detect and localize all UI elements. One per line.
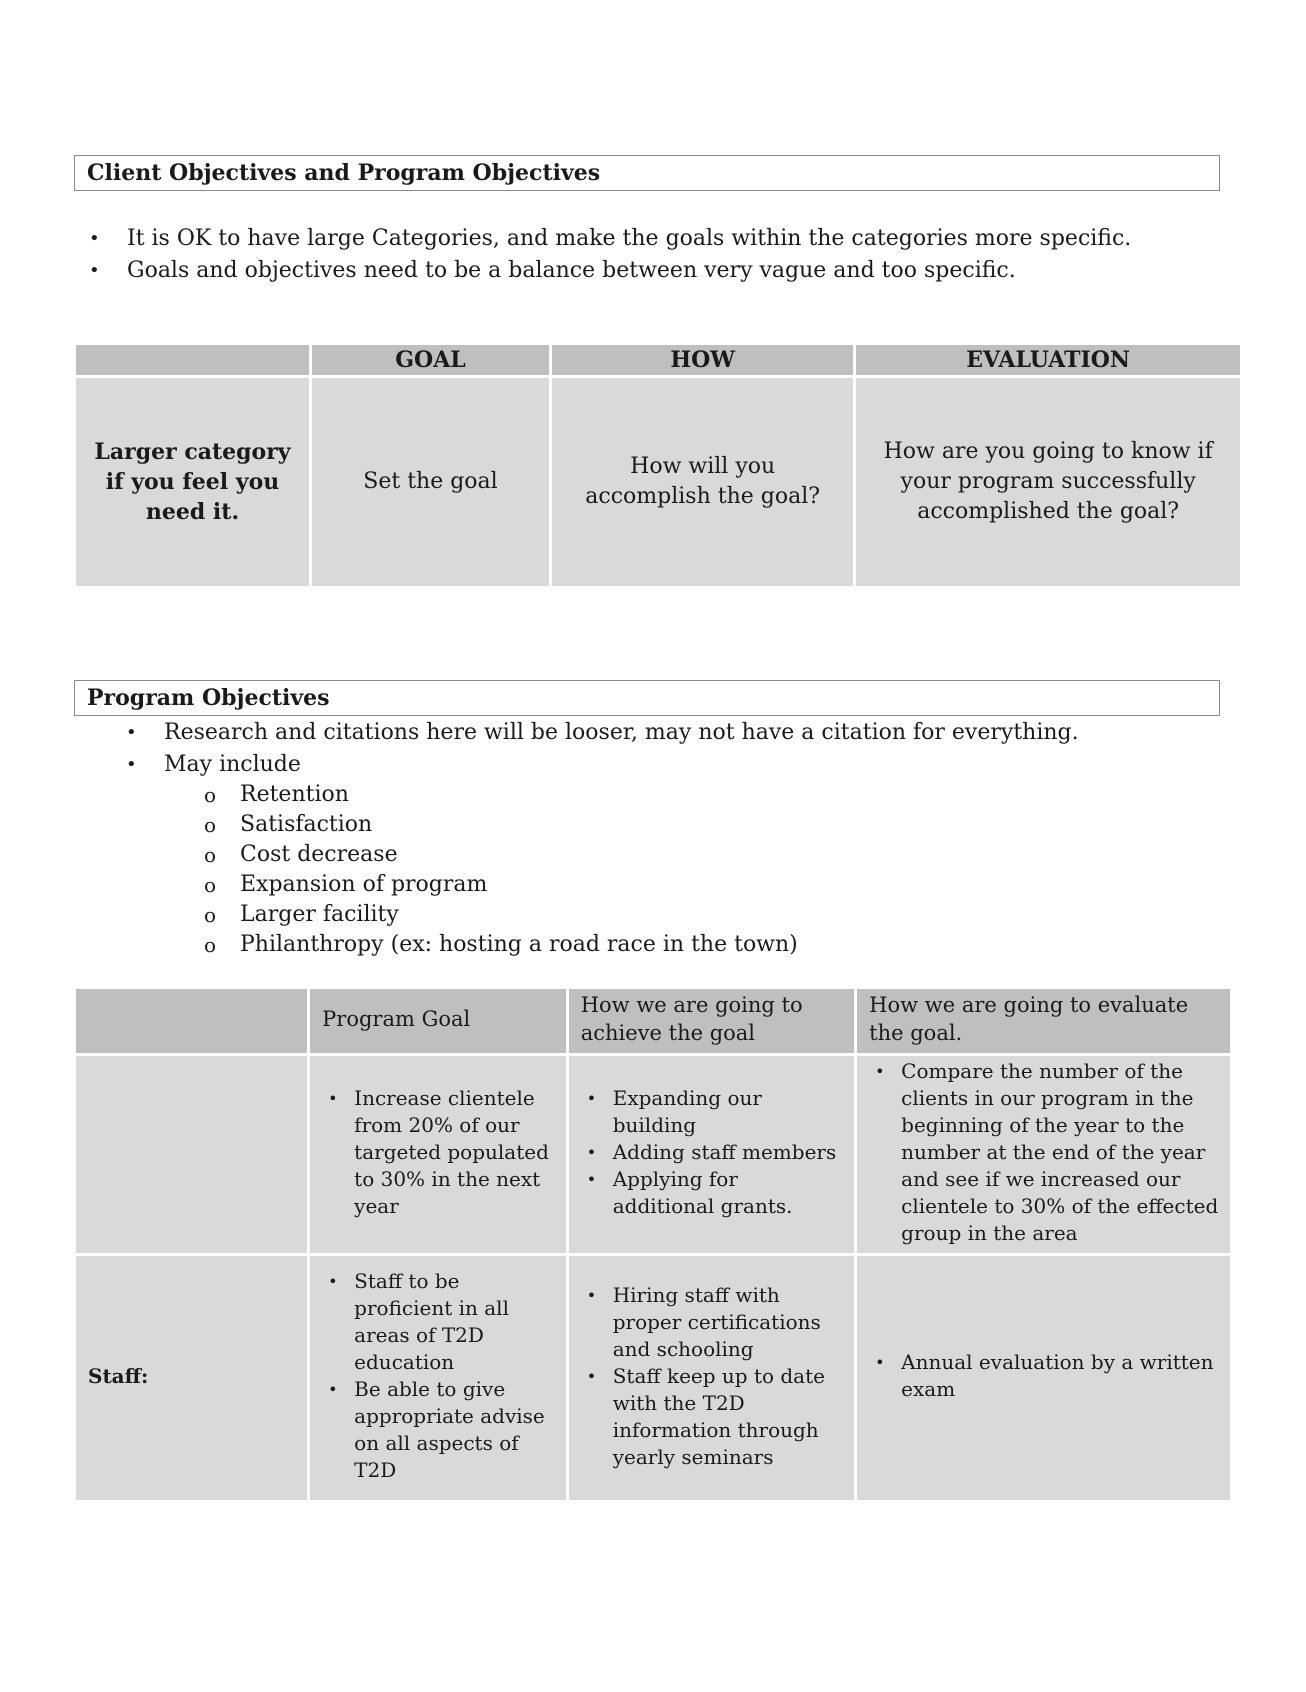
table-header-how: HOW [552,345,853,375]
list-item: • Expanding our building [586,1086,762,1137]
bullet-icon: • [126,722,137,743]
list-item: • Increase clientele from 20% of our targeted populated to 30% in the next year [328,1086,549,1218]
table-header-how: How we are going to achieve the goal [569,989,854,1053]
list-item: • Applying for additional grants. [586,1167,793,1218]
table-cell-how [569,1256,854,1500]
table-cell-how: How will you accomplish the goal? [552,378,853,586]
list-item: • Annual evaluation by a written exam [875,1350,1214,1401]
bullet-icon: • [328,1380,338,1399]
table-cell-how [569,1056,854,1253]
list-item: o Larger facility [204,900,798,930]
table-cell-evaluation [857,1056,1230,1253]
section2-sub-bullet-list [204,780,798,960]
list-item: • Staff keep up to date with the T2D information through yearly seminars [586,1363,825,1469]
bullet-icon: • [328,1089,338,1108]
bullet-icon: • [586,1143,597,1162]
table-row [76,1056,1230,1253]
circle-bullet-icon: o [204,933,217,957]
list-item: o Expansion of program [204,870,798,900]
list-item: o Cost decrease [204,840,798,870]
list-item: • It is OK to have large Categories, and make the goals within the categories more specific. [89,223,1131,255]
table-header-program-goal: Program Goal [310,989,566,1053]
list-item: o Retention [204,780,798,810]
program-objectives-table [73,986,1233,1503]
list-item: o Philanthropy (ex: hosting a road race in the town) [204,930,798,960]
list-item: • Be able to give appropriate advise on all aspects of T2D [328,1377,545,1482]
list-item: • Compare the number of the clients in our program in the beginning of the year to the number at the end of the year and see if we increased our clientele to 30% of the effected group in the area [875,1059,1219,1245]
bullet-icon: • [89,260,100,281]
section2-bullet-list [126,717,1079,781]
section1-bullet-list [89,223,1131,287]
list-item: o Satisfaction [204,810,798,840]
table-header-evaluate: How we are going to evaluate the goal. [857,989,1230,1053]
bullet-icon: • [875,1062,885,1081]
list-item: • May include [126,749,1079,781]
bullet-icon: • [126,754,137,775]
bullet-icon: • [586,1366,597,1386]
table-cell-category: Larger category if you feel you need it. [76,378,309,586]
list-item: • Staff to be proficient in all areas of T2D education [328,1269,509,1374]
category-template-table [73,342,1243,589]
list-item: • Research and citations here will be looser, may not have a citation for everything. [126,717,1079,749]
circle-bullet-icon: o [204,783,217,807]
table-cell-goal: Set the goal [312,378,549,586]
list-item: • Adding staff members [586,1140,837,1164]
bullet-icon: • [586,1285,597,1305]
table-header-goal: GOAL [312,345,549,375]
table-row [76,1256,1230,1500]
circle-bullet-icon: o [204,813,217,837]
table-cell-label [76,1056,307,1253]
table-cell-label: Staff: [76,1256,307,1500]
bullet-icon: • [328,1272,338,1291]
table-header-cell [76,345,309,375]
bullet-icon: • [875,1353,885,1372]
table-header-row [76,345,1240,375]
table-row [76,378,1240,586]
table-cell-goal [310,1056,566,1253]
table-cell-goal [310,1256,566,1500]
section-heading-client-objectives: Client Objectives and Program Objectives [74,155,1220,191]
circle-bullet-icon: o [204,903,217,927]
table-cell-evaluation: How are you going to know if your program successfully accomplished the goal? [856,378,1240,586]
table-header-evaluation: EVALUATION [856,345,1240,375]
circle-bullet-icon: o [204,873,217,897]
bullet-icon: • [586,1170,597,1189]
bullet-icon: • [586,1089,597,1108]
table-cell-evaluation [857,1256,1230,1500]
table-header-cell [76,989,307,1053]
table-header-row [76,989,1230,1053]
bullet-icon: • [89,228,100,249]
section-heading-program-objectives: Program Objectives [74,680,1220,716]
list-item: • Hiring staff with proper certifications and schooling [586,1282,821,1361]
list-item: • Goals and objectives need to be a balance between very vague and too specific. [89,255,1131,287]
circle-bullet-icon: o [204,843,217,867]
